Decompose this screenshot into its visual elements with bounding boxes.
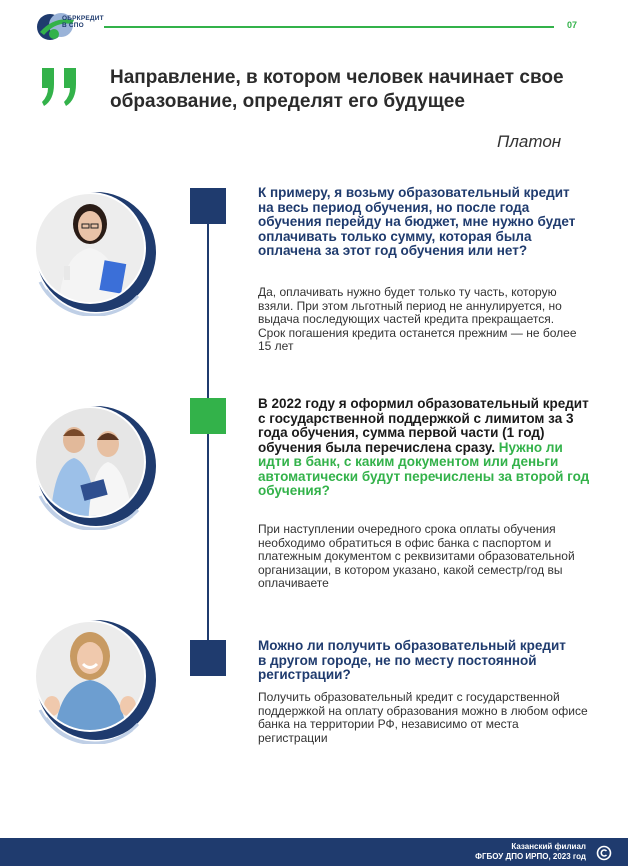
copyright-icon bbox=[596, 845, 612, 861]
question-2 bbox=[258, 397, 598, 499]
answer-3: Получить образовательный кредит с государственной поддержкой на оплату образования можно в любом офисе банка на территории РФ, независимо от места регистрации bbox=[258, 690, 588, 745]
timeline-marker-1 bbox=[190, 188, 226, 224]
question-2-part1: В 2022 году я оформил образовательный кредит с государственной поддержкой с лимитом за 3 года обучения, сумма первой части (1 год) обучения была перечислена сразу. bbox=[258, 396, 589, 455]
question-2-part2: Нужно ли идти в банк, с каким документом или деньги автоматически будут перечислены за второй год обучения? bbox=[258, 439, 590, 498]
timeline-marker-2 bbox=[190, 398, 226, 434]
footer bbox=[0, 838, 628, 866]
logo-text: ОБРКРЕДИТ В СПО bbox=[62, 15, 104, 29]
header-divider bbox=[104, 26, 554, 28]
question-3: Можно ли получить образовательный кредит в другом городе, не по месту постоянной регистрации? bbox=[258, 638, 566, 682]
quote-mark-icon bbox=[40, 66, 82, 108]
footer-text: Казанский филиал ФГБОУ ДПО ИРПО, 2023 год bbox=[475, 842, 586, 861]
answer-1: Да, оплачивать нужно будет только ту часть, которую взяли. При этом льготный период не аннулируется, но выдача последующих частей кредита прекращается. Срок погашения кредита останется прежним — не более 15 лет bbox=[258, 285, 577, 353]
smiling-woman-photo bbox=[28, 614, 158, 744]
timeline-marker-3 bbox=[190, 640, 226, 676]
two-students-photo bbox=[28, 400, 158, 530]
question-1: К примеру, я возьму образовательный кредит на весь период обучения, но после года обучения перейду на бюджет, мне нужно будет оплачивать только сумму, которая была оплачена за этот год обучения или нет? bbox=[258, 185, 576, 258]
page-number: 07 bbox=[567, 20, 578, 30]
student-girl-photo bbox=[28, 186, 158, 316]
answer-2: При наступлении очередного срока оплаты обучения необходимо обратиться в офис банка с паспортом и платежным документом с реквизитами образовательной организации, в котором указано, какой семестр/год вы оплачиваете bbox=[258, 522, 575, 590]
quote-text: Направление, в котором человек начинает свое образование, определят его будущее bbox=[110, 67, 564, 112]
quote-author: Платон bbox=[497, 132, 562, 151]
